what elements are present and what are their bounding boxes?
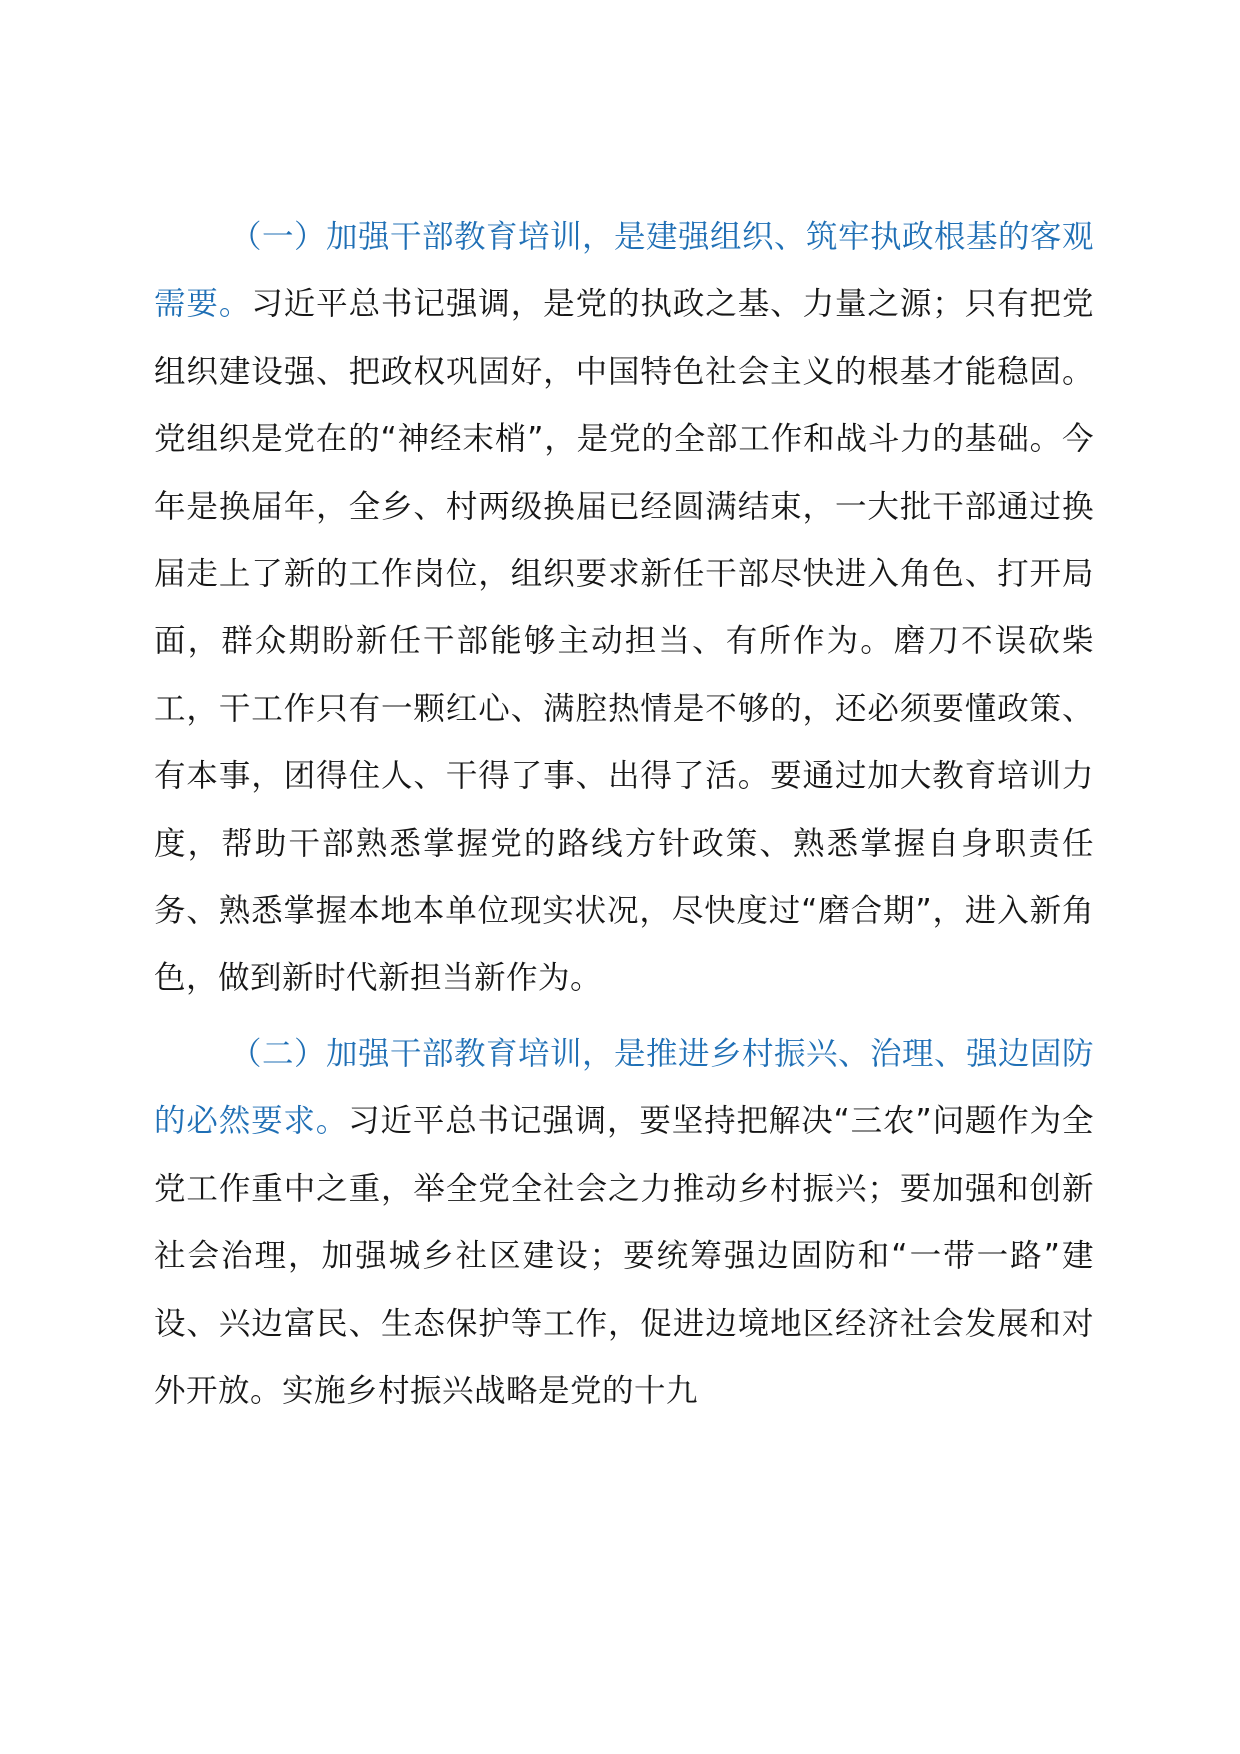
paragraph-1-heading: （一）加强干部教育培训，是建强组织、筑牢执政根基的客观需要。: [154, 219, 1095, 323]
paragraph-2-body: 习近平总书记强调，要坚持把解决“三农”问题作为全党工作重中之重，举全党全社会之力推动乡村振兴；要加强和创新社会治理，加强城乡社区建设；要统筹强边固防和“一带一路”建设、兴边富民、生态保护等工作，促进边境地区经济社会发展和对外开放。实施乡村振兴战略是党的十九: [154, 1103, 1095, 1409]
paragraph-1-body: 习近平总书记强调，是党的执政之基、力量之源；只有把党组织建设强、把政权巩固好，中国特色社会主义的根基才能稳固。党组织是党在的“神经末梢”，是党的全部工作和战斗力的基础。今年是换届年，全乡、村两级换届已经圆满结束，一大批干部通过换届走上了新的工作岗位，组织要求新任干部尽快进入角色、打开局面，群众期盼新任干部能够主动担当、有所作为。磨刀不误砍柴工，干工作只有一颗红心、满腔热情是不够的，还必须要懂政策、有本事，团得住人、干得了事、出得了活。要通过加大教育培训力度，帮助干部熟悉掌握党的路线方针政策、熟悉掌握自身职责任务、熟悉掌握本地本单位现实状况，尽快度过“磨合期”，进入新角色，做到新时代新担当新作为。: [154, 286, 1094, 997]
paragraph-2: [154, 1021, 1094, 1425]
paragraph-1: [154, 204, 1094, 1013]
document-body: [154, 204, 1094, 1425]
paragraph-2-heading: （二）加强干部教育培训，是推进乡村振兴、治理、强边固防的必然要求。: [154, 1035, 1095, 1140]
